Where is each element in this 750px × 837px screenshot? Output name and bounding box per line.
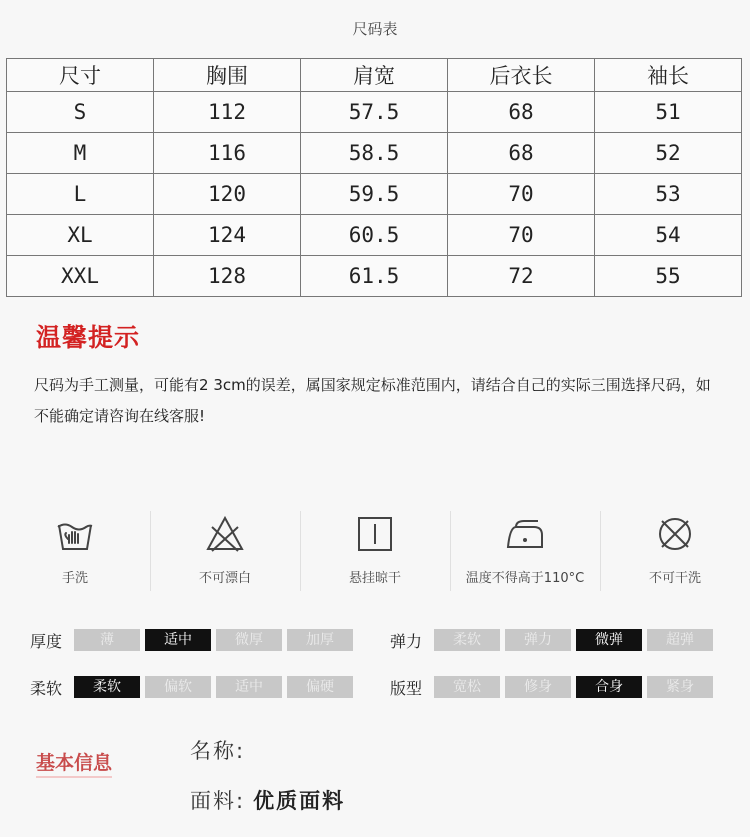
table-cell: 124: [154, 215, 301, 256]
info-fabric-label: 面料:: [190, 789, 246, 813]
care-label: 不可漂白: [198, 571, 251, 586]
care-item-hang-dry: [300, 505, 450, 595]
table-cell: 53: [595, 174, 742, 215]
table-cell: 68: [448, 92, 595, 133]
attr-option: 修身: [505, 676, 571, 698]
table-cell: L: [7, 174, 154, 215]
table-cell: 55: [595, 256, 742, 297]
care-item-hand-wash: [0, 505, 150, 595]
table-cell: 60.5: [301, 215, 448, 256]
table-cell: M: [7, 133, 154, 174]
attr-option: 弹力: [505, 629, 571, 651]
attr-name: 弹力: [390, 631, 423, 651]
table-cell: 120: [154, 174, 301, 215]
table-cell: 128: [154, 256, 301, 297]
attr-option: 柔软: [434, 629, 500, 651]
attr-option: 超弹: [647, 629, 713, 651]
table-row: [7, 133, 742, 174]
table-cell: XXL: [7, 256, 154, 297]
attr-option: 偏软: [145, 676, 211, 698]
attr-option: 微弹: [576, 629, 642, 651]
info-fabric-value: 优质面料: [253, 789, 346, 813]
attr-option: 适中: [216, 676, 282, 698]
table-cell: 68: [448, 133, 595, 174]
table-header-row: [7, 59, 742, 92]
tip-title: 温馨提示: [36, 323, 141, 352]
table-row: [7, 92, 742, 133]
care-item-no-bleach: [150, 505, 300, 595]
tip-text: 尺码为手工测量，可能有2 3cm的误差，属国家规定标准范围内，请结合自己的实际三围选择尺码，如不能确定请咨询在线客服!: [34, 376, 711, 425]
table-cell: 61.5: [301, 256, 448, 297]
attr-option: 适中: [145, 629, 211, 651]
table-cell: 116: [154, 133, 301, 174]
table-cell: 52: [595, 133, 742, 174]
attr-option: 偏硬: [287, 676, 353, 698]
hand-wash-icon: [54, 513, 96, 555]
attr-name: 版型: [390, 678, 423, 698]
attr-row-fit: [390, 675, 718, 699]
care-label: 温度不得高于110°C: [465, 571, 585, 586]
table-row: [7, 174, 742, 215]
info-name-label: 名称:: [190, 739, 246, 763]
hang-dry-icon: [354, 513, 396, 555]
attr-option: 加厚: [287, 629, 353, 651]
column-header: 肩宽: [301, 59, 448, 92]
table-cell: 58.5: [301, 133, 448, 174]
basic-info-badge: 基本信息: [36, 748, 112, 778]
table-row: [7, 215, 742, 256]
size-table: [6, 58, 742, 297]
column-header: 尺寸: [7, 59, 154, 92]
care-label: 悬挂晾干: [348, 571, 401, 586]
attr-row-thickness: [30, 628, 358, 652]
attr-option: 紧身: [647, 676, 713, 698]
table-cell: 70: [448, 174, 595, 215]
no-bleach-icon: [204, 513, 246, 555]
attr-name: 厚度: [30, 631, 63, 651]
column-header: 胸围: [154, 59, 301, 92]
care-item-no-dry-clean: [600, 505, 750, 595]
info-name-line: [190, 735, 253, 765]
attr-row-softness: [30, 675, 358, 699]
table-cell: 54: [595, 215, 742, 256]
page-title: 尺码表: [352, 20, 398, 38]
table-cell: 57.5: [301, 92, 448, 133]
attr-option: 宽松: [434, 676, 500, 698]
table-cell: 59.5: [301, 174, 448, 215]
column-header: 后衣长: [448, 59, 595, 92]
care-item-iron: [450, 505, 600, 595]
column-header: 袖长: [595, 59, 742, 92]
care-instructions: [0, 505, 750, 595]
table-cell: XL: [7, 215, 154, 256]
table-cell: 112: [154, 92, 301, 133]
attr-option: 柔软: [74, 676, 140, 698]
attr-option: 薄: [74, 629, 140, 651]
table-cell: 72: [448, 256, 595, 297]
care-label: 不可干洗: [648, 571, 701, 586]
attr-row-stretch: [390, 628, 718, 652]
iron-icon: [504, 513, 546, 555]
info-fabric-line: [190, 785, 345, 815]
table-cell: 51: [595, 92, 742, 133]
table-cell: S: [7, 92, 154, 133]
attr-option: 合身: [576, 676, 642, 698]
attr-name: 柔软: [30, 678, 63, 698]
table-row: [7, 256, 742, 297]
table-cell: 70: [448, 215, 595, 256]
attr-option: 微厚: [216, 629, 282, 651]
care-label: 手洗: [61, 571, 88, 586]
no-dry-clean-icon: [654, 513, 696, 555]
